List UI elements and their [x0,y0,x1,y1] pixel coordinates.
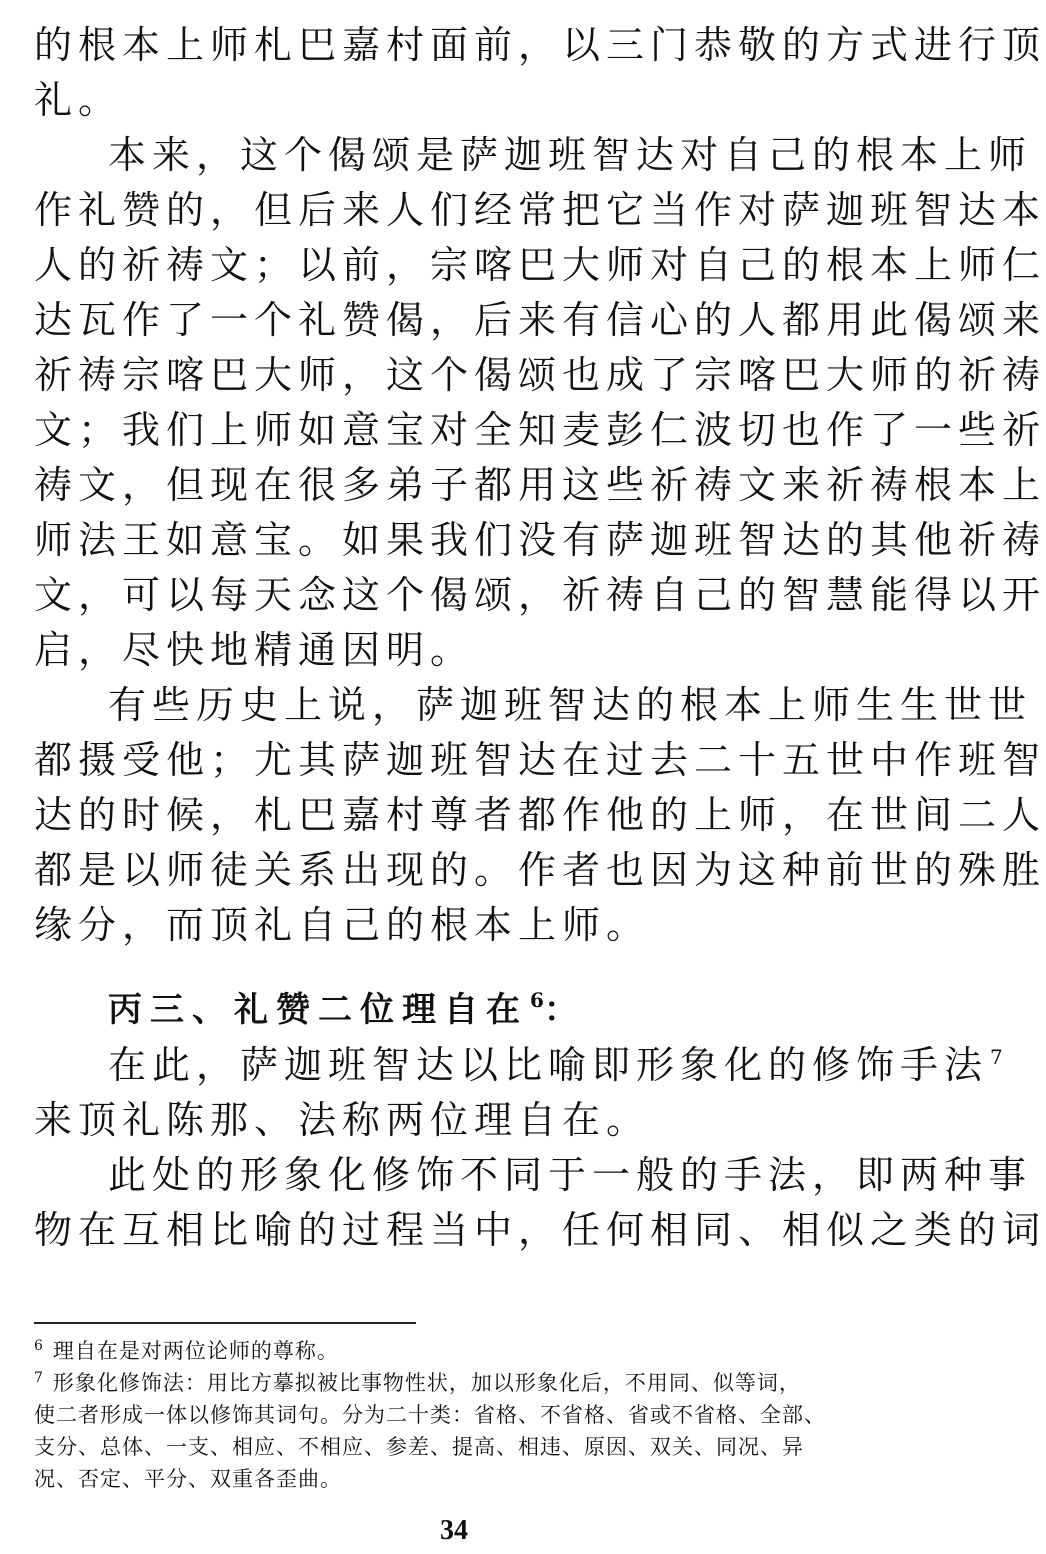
text-line: 作礼赞的，但后来人们经常把它当作对萨迦班智达本 [34,188,1046,232]
text-line [108,1040,1016,1096]
footnote-number: 6 [34,1338,43,1354]
footnote-ref[interactable]: 7 [990,1045,1003,1069]
text-line: 祷文，但现在很多弟子都用这些祈祷文来祈祷根本上 [34,463,1046,507]
footnote-line: 使二者形成一体以修饰其词句。分为二十类：省格、不省格、省或不省格、全部、 [34,1403,826,1427]
text-line: 达的时候，札巴嘉村尊者都作他的上师，在世间二人 [34,793,1046,837]
heading-text: 丙三、礼赞二位理自在 [108,990,528,1030]
text-line: 有些历史上说，萨迦班智达的根本上师生生世世 [108,683,1033,727]
page-number: 34 [440,1515,468,1546]
text-line: 来顶礼陈那、法称两位理自在。 [34,1098,651,1142]
footnote-6 [34,1336,884,1370]
footnote-ref[interactable]: 6 [530,988,544,1012]
text-line: 此处的形象化修饰不同于一般的手法，即两种事 [108,1153,1033,1197]
footnote-7 [34,1368,884,1402]
footnote-line: 况、否定、平分、双重各歪曲。 [34,1467,342,1491]
text-line: 本来，这个偈颂是萨迦班智达对自己的根本上师 [108,133,1033,177]
text-line: 礼。 [34,78,123,122]
footnote-text: 形象化修饰法：用比方摹拟被比事物性状，加以形象化后，不用同、似等词， [52,1371,801,1395]
text-line: 师法王如意宝。如果我们没有萨迦班智达的其他祈祷 [34,518,1046,562]
text-line: 人的祈祷文；以前，宗喀巴大师对自己的根本上师仁 [34,243,1046,287]
text-line: 都摄受他；尤其萨迦班智达在过去二十五世中作班智 [34,738,1046,782]
text-line: 祈祷宗喀巴大师，这个偈颂也成了宗喀巴大师的祈祷 [34,353,1046,397]
footnote-divider [34,1322,416,1324]
section-heading [108,985,1016,1039]
text-line: 启，尽快地精通因明。 [34,628,475,672]
text-line: 文，可以每天念这个偈颂，祈祷自己的智慧能得以开 [34,573,1046,617]
text-span: 在此，萨迦班智达以比喻即形象化的修饰手法 [108,1043,989,1087]
heading-colon: ： [543,990,586,1030]
text-line: 缘分，而顶礼自己的根本上师。 [34,903,651,947]
text-line: 的根本上师札巴嘉村面前，以三门恭敬的方式进行顶 [34,23,1046,67]
text-line: 达瓦作了一个礼赞偈，后来有信心的人都用此偈颂来 [34,298,1046,342]
footnote-text: 理自在是对两位论师的尊称。 [52,1339,339,1363]
text-line: 文；我们上师如意宝对全知麦彭仁波切也作了一些祈 [34,408,1046,452]
footnote-line: 支分、总体、一支、相应、不相应、参差、提高、相违、原因、双关、同况、异 [34,1435,804,1459]
text-line: 都是以师徒关系出现的。作者也因为这种前世的殊胜 [34,848,1046,892]
text-line: 物在互相比喻的过程当中，任何相同、相似之类的词 [34,1208,1046,1252]
footnote-number: 7 [34,1370,43,1386]
